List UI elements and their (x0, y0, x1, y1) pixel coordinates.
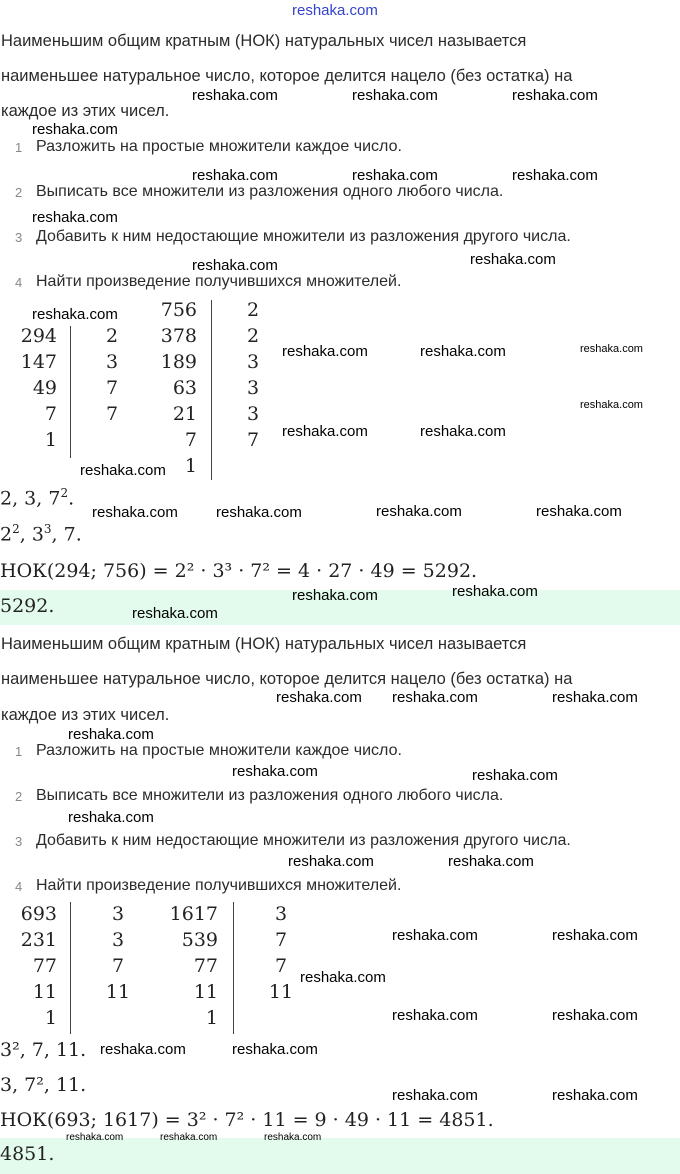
watermark: reshaka.com (276, 689, 362, 706)
watermark: reshaka.com (392, 1087, 478, 1104)
factors-a: 3², 7, 11. (0, 1039, 87, 1061)
factor-cell: 3 (274, 903, 288, 925)
watermark: reshaka.com (192, 167, 278, 184)
lcm-result: НОК(294; 756) = 2² · 3³ · 7² = 4 · 27 · 49 = 5292. (0, 560, 478, 582)
step-number: 1 (15, 744, 23, 759)
factor-cell: 3 (246, 403, 260, 425)
factor-cell: 7 (105, 377, 119, 399)
watermark: reshaka.com (232, 763, 318, 780)
watermark: reshaka.com (580, 343, 643, 355)
watermark: reshaka.com (452, 583, 538, 600)
watermark: reshaka.com (232, 1041, 318, 1058)
watermark: reshaka.com (536, 503, 622, 520)
watermark: reshaka.com (448, 853, 534, 870)
step-number: 2 (15, 185, 23, 200)
step-number: 3 (15, 834, 23, 849)
step-number: 1 (15, 140, 23, 155)
factor-cell: 3 (111, 903, 125, 925)
step-text: Выписать все множители из разложения одного любого числа. (36, 787, 504, 804)
step-number: 4 (15, 275, 23, 290)
step-text: Найти произведение получившихся множителей. (36, 273, 402, 290)
factor-cell: 11 (193, 981, 218, 1003)
definition-line: наименьшее натуральное число, которое делится нацело (без остатка) на (1, 670, 573, 688)
watermark: reshaka.com (68, 809, 154, 826)
watermark: reshaka.com (282, 423, 368, 440)
factor-cell: 1 (184, 455, 197, 477)
factor-cell: 77 (193, 955, 218, 977)
definition-line: каждое из этих чисел. (1, 706, 170, 724)
factor-cell: 189 (160, 351, 197, 373)
factors-b: 3, 7², 11. (0, 1074, 87, 1096)
watermark: reshaka.com (552, 1007, 638, 1024)
definition-line: Наименьшим общим кратным (НОК) натуральных чисел называется (1, 635, 527, 653)
divider (211, 300, 212, 480)
step-text: Выписать все множители из разложения одного любого числа. (36, 183, 504, 200)
watermark: reshaka.com (160, 1132, 218, 1143)
watermark: reshaka.com (392, 927, 478, 944)
watermark: reshaka.com (68, 726, 154, 743)
factor-cell: 21 (172, 403, 197, 425)
watermark: reshaka.com (512, 87, 598, 104)
factor-cell: 3 (105, 351, 119, 373)
definition-line: каждое из этих чисел. (1, 102, 170, 120)
divider (70, 326, 71, 458)
factor-cell: 63 (172, 377, 197, 399)
watermark: reshaka.com (100, 1041, 186, 1058)
watermark: reshaka.com (552, 689, 638, 706)
watermark: reshaka.com (580, 399, 643, 411)
factor-cell: 3 (246, 377, 260, 399)
watermark: reshaka.com (376, 503, 462, 520)
watermark: reshaka.com (392, 1007, 478, 1024)
definition-line: наименьшее натуральное число, которое делится нацело (без остатка) на (1, 67, 573, 85)
factor-cell: 7 (105, 403, 119, 425)
watermark: reshaka.com (66, 1132, 124, 1143)
step-number: 4 (15, 879, 23, 894)
watermark: reshaka.com (420, 423, 506, 440)
factor-cell: 2 (246, 325, 260, 347)
watermark: reshaka.com (32, 121, 118, 138)
step-text: Разложить на простые множители каждое число. (36, 138, 402, 155)
watermark: reshaka.com (80, 462, 166, 479)
watermark: reshaka.com (292, 587, 378, 604)
factor-cell: 49 (32, 377, 57, 399)
watermark: reshaka.com (470, 251, 556, 268)
step-text: Добавить к ним недостающие множители из разложения другого числа. (36, 228, 571, 245)
watermark: reshaka.com (192, 257, 278, 274)
factor-cell: 1 (205, 1007, 218, 1029)
factor-cell: 11 (268, 981, 294, 1003)
factor-cell: 147 (20, 351, 57, 373)
factor-cell: 294 (20, 325, 57, 347)
watermark: reshaka.com (32, 306, 118, 323)
step-number: 3 (15, 230, 23, 245)
watermark: reshaka.com (420, 343, 506, 360)
watermark: reshaka.com (512, 167, 598, 184)
factor-cell: 1 (44, 1007, 57, 1029)
divider (233, 902, 234, 1034)
step-text: Разложить на простые множители каждое число. (36, 742, 402, 759)
watermark: reshaka.com (288, 853, 374, 870)
factor-cell: 7 (274, 955, 288, 977)
watermark: reshaka.com (552, 927, 638, 944)
watermark: reshaka.com (300, 969, 386, 986)
watermark: reshaka.com (216, 504, 302, 521)
definition-line: Наименьшим общим кратным (НОК) натуральных чисел называется (1, 32, 527, 50)
factor-cell: 3 (246, 351, 260, 373)
factor-cell: 7 (44, 403, 57, 425)
factor-cell: 378 (160, 325, 197, 347)
factor-cell: 7 (184, 429, 197, 451)
factor-cell: 756 (160, 299, 197, 321)
watermark: reshaka.com (192, 87, 278, 104)
watermark: reshaka.com (32, 209, 118, 226)
watermark: reshaka.com (264, 1132, 322, 1143)
watermark: reshaka.com (352, 87, 438, 104)
factor-cell: 2 (105, 325, 119, 347)
factor-cell: 3 (111, 929, 125, 951)
factor-cell: 7 (111, 955, 125, 977)
factor-cell: 11 (32, 981, 57, 1003)
factors-b: $2^2$, $3^3$, 7. (0, 522, 82, 546)
watermark: reshaka.com (472, 767, 558, 784)
site-link[interactable]: reshaka.com (292, 2, 378, 19)
factor-cell: 693 (20, 903, 57, 925)
watermark: reshaka.com (282, 343, 368, 360)
factor-cell: 7 (246, 429, 260, 451)
answer-band (0, 1138, 680, 1174)
step-number: 2 (15, 789, 23, 804)
step-text: Добавить к ним недостающие множители из разложения другого числа. (36, 832, 571, 849)
watermark: reshaka.com (552, 1087, 638, 1104)
factor-cell: 77 (32, 955, 57, 977)
watermark: reshaka.com (352, 167, 438, 184)
divider (70, 902, 71, 1034)
watermark: reshaka.com (392, 689, 478, 706)
factor-cell: 11 (105, 981, 131, 1003)
answer: 4851. (0, 1143, 55, 1165)
step-text: Найти произведение получившихся множителей. (36, 877, 402, 894)
factor-cell: 1 (44, 429, 57, 451)
factor-cell: 7 (274, 929, 288, 951)
factor-cell: 231 (20, 929, 57, 951)
watermark: reshaka.com (132, 605, 218, 622)
watermark: reshaka.com (92, 504, 178, 521)
factors-a: 2, 3, $7^2$. (0, 486, 75, 510)
factor-cell: 1617 (169, 903, 218, 925)
answer: 5292. (0, 595, 55, 617)
lcm-result: НОК(693; 1617) = 3² · 7² · 11 = 9 · 49 · 11 = 4851. (0, 1109, 494, 1131)
factor-cell: 2 (246, 299, 260, 321)
factor-cell: 539 (181, 929, 218, 951)
